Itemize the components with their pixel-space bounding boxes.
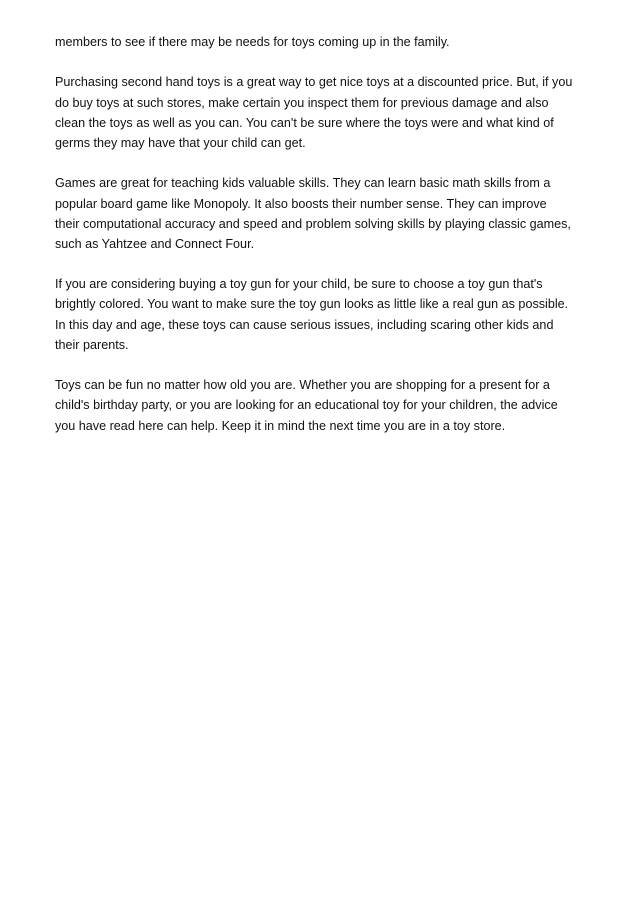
document-body (55, 32, 603, 456)
paragraph-1 (55, 32, 603, 52)
paragraph-line: If you are considering buying a toy gun for your child, be sure to choose a toy gun that's (55, 277, 543, 292)
paragraph-3 (55, 173, 603, 254)
paragraph-line: child's birthday party, or you are looking for an educational toy for your children, the advice (55, 398, 558, 413)
paragraph-line: their computational accuracy and speed and problem solving skills by playing classic games, (55, 216, 571, 231)
paragraph-line: popular board game like Monopoly. It also boosts their number sense. They can improve (55, 196, 547, 211)
paragraph-2 (55, 72, 603, 153)
paragraph-line: Toys can be fun no matter how old you are. Whether you are shopping for a present for a (55, 378, 550, 393)
paragraph-5 (55, 375, 603, 436)
paragraph-4 (55, 274, 603, 355)
paragraph-line: do buy toys at such stores, make certain you inspect them for previous damage and also (55, 95, 549, 110)
paragraph-line: members to see if there may be needs for toys coming up in the family. (55, 35, 450, 49)
paragraph-line: their parents. (55, 337, 129, 352)
paragraph-line: clean the toys as well as you can. You can't be sure where the toys were and what kind of (55, 115, 554, 130)
paragraph-line: such as Yahtzee and Connect Four. (55, 236, 255, 251)
paragraph-line: germs they may have that your child can get. (55, 135, 306, 150)
paragraph-line: you have read here can help. Keep it in mind the next time you are in a toy store. (55, 418, 506, 433)
paragraph-line: Games are great for teaching kids valuable skills. They can learn basic math skills from a (55, 176, 551, 191)
paragraph-line: Purchasing second hand toys is a great way to get nice toys at a discounted price. But, if you (55, 75, 573, 90)
paragraph-line: In this day and age, these toys can cause serious issues, including scaring other kids and (55, 317, 554, 332)
paragraph-line: brightly colored. You want to make sure the toy gun looks as little like a real gun as possible. (55, 297, 569, 312)
